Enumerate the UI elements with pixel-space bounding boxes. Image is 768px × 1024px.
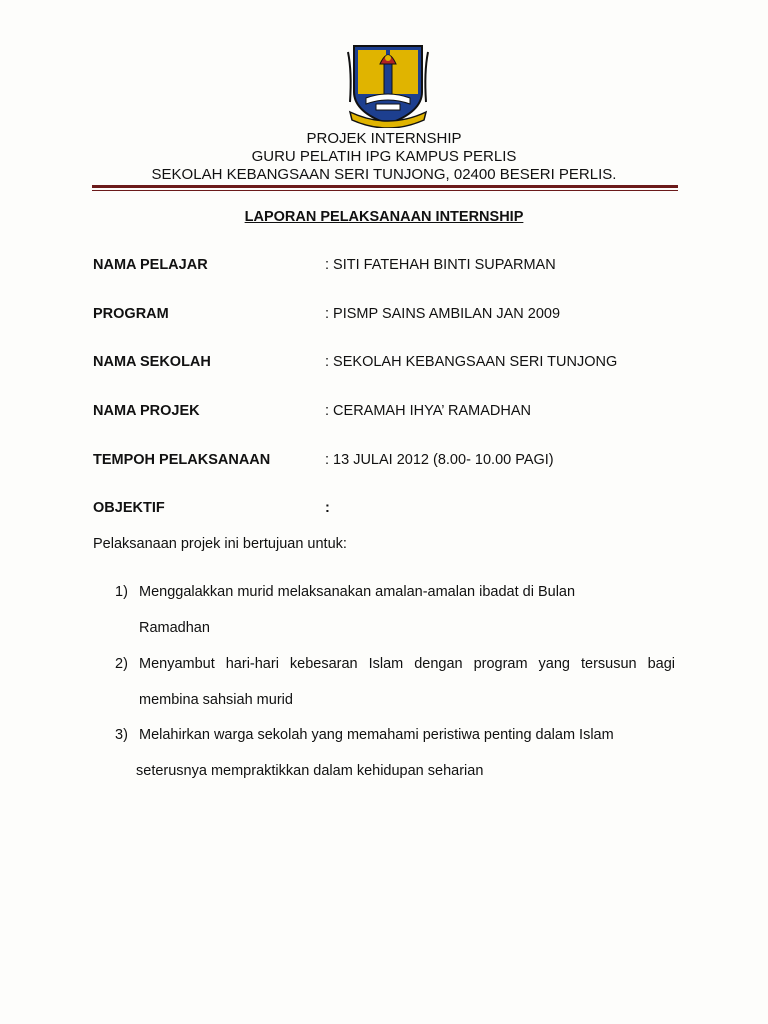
header-line-3: SEKOLAH KEBANGSAAN SERI TUNJONG, 02400 BESERI PERLIS. — [151, 166, 617, 183]
document-header — [0, 130, 768, 184]
header-line-1: PROJEK INTERNSHIP — [306, 130, 462, 147]
field-label: NAMA PELAJAR — [93, 257, 208, 273]
field-nama-pelajar — [93, 257, 693, 277]
objective-number: 3) — [115, 727, 128, 743]
objective-text-line-2: Ramadhan — [139, 620, 210, 636]
header-divider-thin — [92, 190, 678, 191]
field-nama-sekolah — [93, 354, 693, 374]
field-objektif — [93, 500, 693, 520]
field-value: : CERAMAH IHYA’ RAMADHAN — [325, 403, 531, 419]
field-value: : — [325, 500, 330, 516]
field-label: PROGRAM — [93, 306, 169, 322]
field-tempoh-pelaksanaan — [93, 452, 693, 472]
header-line-2: GURU PELATIH IPG KAMPUS PERLIS — [251, 148, 517, 165]
report-title: LAPORAN PELAKSANAAN INTERNSHIP — [244, 209, 524, 225]
field-value: : 13 JULAI 2012 (8.00- 10.00 PAGI) — [325, 452, 554, 468]
objective-text-line-2: membina sahsiah murid — [139, 692, 293, 708]
objective-text-line-2: seterusnya mempraktikkan dalam kehidupan seharian — [136, 763, 484, 779]
field-value: : PISMP SAINS AMBILAN JAN 2009 — [325, 306, 561, 322]
objective-text-line-1: Menggalakkan murid melaksanakan amalan-amalan ibadat di Bulan — [139, 584, 576, 600]
field-program — [93, 306, 693, 326]
field-value: : SEKOLAH KEBANGSAAN SERI TUNJONG — [325, 354, 618, 370]
field-label: TEMPOH PELAKSANAAN — [93, 452, 271, 468]
objective-text-line-1: Menyambut hari-hari kebesaran Islam dengan program yang tersusun bagi — [139, 656, 675, 672]
school-crest-logo — [346, 42, 430, 128]
objectives-intro: Pelaksanaan projek ini bertujuan untuk: — [93, 536, 347, 552]
field-label: NAMA PROJEK — [93, 403, 200, 419]
field-label: NAMA SEKOLAH — [93, 354, 211, 370]
field-label: OBJEKTIF — [93, 500, 165, 516]
objective-number: 1) — [115, 584, 128, 600]
objective-text-line-1: Melahirkan warga sekolah yang memahami peristiwa penting dalam Islam — [139, 727, 614, 743]
header-divider-thick — [92, 185, 678, 188]
objective-number: 2) — [115, 656, 128, 672]
field-value: : SITI FATEHAH BINTI SUPARMAN — [325, 257, 556, 273]
field-nama-projek — [93, 403, 693, 423]
